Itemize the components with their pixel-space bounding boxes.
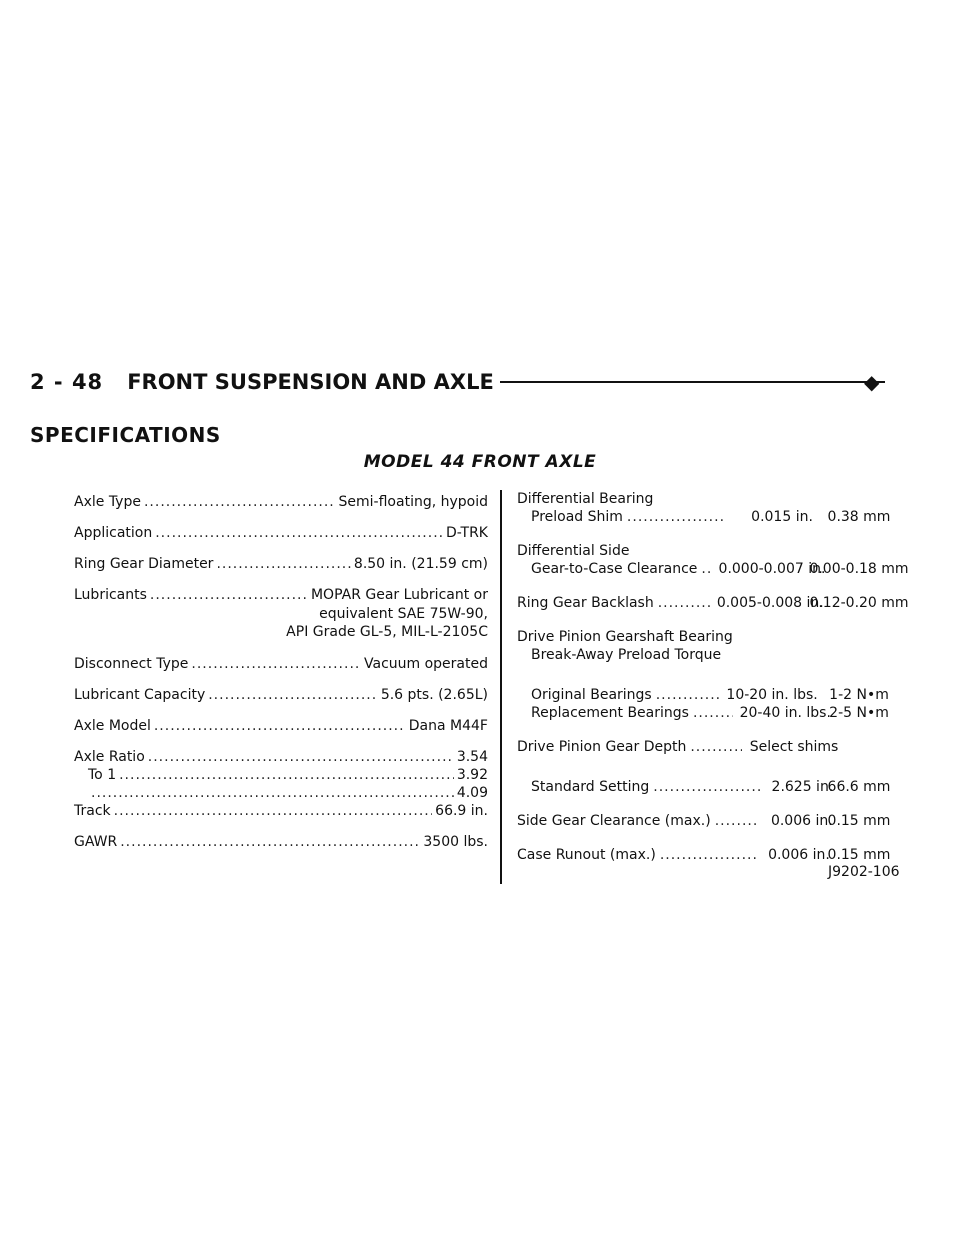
spec-standard-value: 0.006 in. bbox=[770, 813, 833, 829]
spec-label: Ring Gear Diameter bbox=[74, 556, 214, 572]
spec-label: To 1 bbox=[88, 767, 117, 783]
leader-dots bbox=[690, 738, 742, 756]
column-divider bbox=[500, 490, 502, 884]
section-title: FRONT SUSPENSION AND AXLE bbox=[127, 370, 494, 394]
diamond-icon: ◆ bbox=[864, 370, 880, 394]
spec-label: Drive Pinion Gear Depth bbox=[517, 739, 687, 755]
spec-label: Axle Ratio bbox=[74, 749, 145, 765]
spec-label: Axle Model bbox=[74, 718, 151, 734]
spec-group-side-gear-clearance-max bbox=[517, 812, 937, 830]
spec-standard-value: 0.000-0.007 in. bbox=[718, 561, 826, 577]
spec-label: Drive Pinion Gearshaft Bearing bbox=[517, 629, 733, 645]
spec-row-axle-ratio bbox=[74, 749, 488, 765]
figure-code: J9202-106 bbox=[828, 864, 900, 880]
spec-standard-value: 2.625 in. bbox=[771, 779, 834, 795]
spec-row-track bbox=[74, 803, 488, 819]
spec-value: 5.6 pts. (2.65L) bbox=[380, 687, 488, 703]
leader-dots bbox=[144, 494, 336, 510]
spec-continuation bbox=[74, 605, 488, 641]
spec-value: MOPAR Gear Lubricant or bbox=[310, 587, 488, 603]
spec-value: 3500 lbs. bbox=[423, 834, 488, 850]
spec-label: Application bbox=[74, 525, 153, 541]
spec-value: 3.92 bbox=[456, 767, 488, 783]
spec-value: 3.54 bbox=[456, 749, 488, 765]
page-number: 2 - 48 bbox=[30, 370, 104, 394]
spec-label: Side Gear Clearance (max.) bbox=[517, 813, 711, 829]
spec-metric-value: 0.15 mm bbox=[827, 847, 891, 863]
spec-row-application bbox=[74, 525, 488, 541]
spec-row-axle-model bbox=[74, 718, 488, 734]
spec-group-preload-shim bbox=[517, 490, 937, 526]
spec-value-line: equivalent SAE 75W-90, bbox=[319, 606, 488, 622]
spec-label: Track bbox=[74, 803, 111, 819]
spec-label: Replacement Bearings bbox=[531, 705, 689, 721]
spec-label: Lubricants bbox=[74, 587, 147, 603]
leader-dots bbox=[114, 803, 433, 819]
leader-dots bbox=[150, 587, 308, 603]
spec-value: 8.50 in. (21.59 cm) bbox=[353, 556, 488, 572]
spec-metric-value: 2-5 N•m bbox=[829, 705, 889, 721]
spec-row-axle-ratio-3 bbox=[74, 785, 488, 801]
spec-label: Axle Type bbox=[74, 494, 141, 510]
leader-dots bbox=[191, 656, 361, 672]
page-header bbox=[30, 362, 885, 402]
leader-dots bbox=[120, 834, 420, 850]
leader-dots bbox=[208, 687, 378, 703]
leader-dots bbox=[660, 846, 756, 864]
left-spec-column bbox=[74, 494, 488, 865]
spec-metric-value: 0.12-0.20 mm bbox=[809, 595, 909, 611]
spec-label: Lubricant Capacity bbox=[74, 687, 206, 703]
leader-dots bbox=[658, 594, 710, 612]
spec-row-axle-type bbox=[74, 494, 488, 510]
spec-standard-value: 0.015 in. bbox=[751, 509, 813, 525]
leader-dots bbox=[656, 686, 720, 704]
leader-dots bbox=[715, 812, 759, 830]
leader-dots bbox=[148, 749, 454, 765]
spec-metric-value: 66.6 mm bbox=[827, 779, 891, 795]
spec-metric-value: 0.15 mm bbox=[827, 813, 891, 829]
spec-label: Differential Side bbox=[517, 543, 630, 559]
leader-dots bbox=[154, 718, 406, 734]
spec-value: Vacuum operated bbox=[364, 656, 488, 672]
spec-row-disconnect-type bbox=[74, 656, 488, 672]
spec-group-side-gear-clearance bbox=[517, 542, 937, 578]
leader-dots bbox=[693, 704, 733, 722]
model-heading: MODEL 44 FRONT AXLE bbox=[363, 452, 597, 472]
spec-label: Original Bearings bbox=[531, 687, 652, 703]
spec-label: Gear-to-Case Clearance bbox=[531, 561, 698, 577]
spec-label: Differential Bearing bbox=[517, 491, 654, 507]
spec-value-line: API Grade GL-5, MIL-L-2105C bbox=[286, 624, 488, 640]
spec-label: Break-Away Preload Torque bbox=[531, 647, 722, 663]
spec-label: Disconnect Type bbox=[74, 656, 189, 672]
leader-dots bbox=[216, 556, 350, 572]
spec-row-axle-ratio-2 bbox=[74, 767, 488, 783]
leader-dots bbox=[155, 525, 443, 541]
spec-group-standard-setting bbox=[517, 778, 937, 796]
spec-label: Standard Setting bbox=[531, 779, 650, 795]
leader-dots bbox=[627, 508, 723, 526]
spec-metric-value: 0.38 mm bbox=[827, 509, 891, 525]
spec-row-lubricants bbox=[74, 587, 488, 603]
spec-standard-value: 20-40 in. lbs. bbox=[739, 705, 831, 721]
leader-dots bbox=[653, 778, 763, 796]
leader-dots bbox=[91, 785, 454, 801]
spec-value: Dana M44F bbox=[408, 718, 488, 734]
spec-value: 66.9 in. bbox=[435, 803, 488, 819]
spec-label: Preload Shim bbox=[531, 509, 623, 525]
spec-group-ring-gear-backlash bbox=[517, 594, 937, 612]
spec-row-lubricant-capacity bbox=[74, 687, 488, 703]
spec-standard-value: 0.006 in. bbox=[768, 847, 830, 863]
spec-label: GAWR bbox=[74, 834, 118, 850]
spec-standard-value: Select shims bbox=[749, 739, 839, 755]
leader-dots bbox=[119, 767, 454, 783]
spec-group-pinion-bearing-torque bbox=[517, 628, 937, 722]
spec-row-ring-gear-diameter bbox=[74, 556, 488, 572]
spec-group-pinion-gear-depth bbox=[517, 738, 937, 756]
spec-label: Case Runout (max.) bbox=[517, 847, 656, 863]
right-spec-column bbox=[517, 490, 937, 880]
leader-dots bbox=[701, 560, 711, 578]
spec-value: Semi-floating, hypoid bbox=[338, 494, 488, 510]
spec-label: Ring Gear Backlash bbox=[517, 595, 654, 611]
spec-group-case-runout bbox=[517, 846, 937, 864]
header-rule bbox=[500, 381, 885, 383]
spec-standard-value: 0.005-0.008 in. bbox=[716, 595, 824, 611]
spec-standard-value: 10-20 in. lbs. bbox=[726, 687, 818, 703]
spec-value: 4.09 bbox=[456, 785, 488, 801]
spec-row-gawr bbox=[74, 834, 488, 850]
spec-metric-value: 1-2 N•m bbox=[829, 687, 889, 703]
spec-metric-value: 0.00-0.18 mm bbox=[809, 561, 909, 577]
specifications-heading: SPECIFICATIONS bbox=[30, 423, 221, 447]
spec-value: D-TRK bbox=[445, 525, 488, 541]
